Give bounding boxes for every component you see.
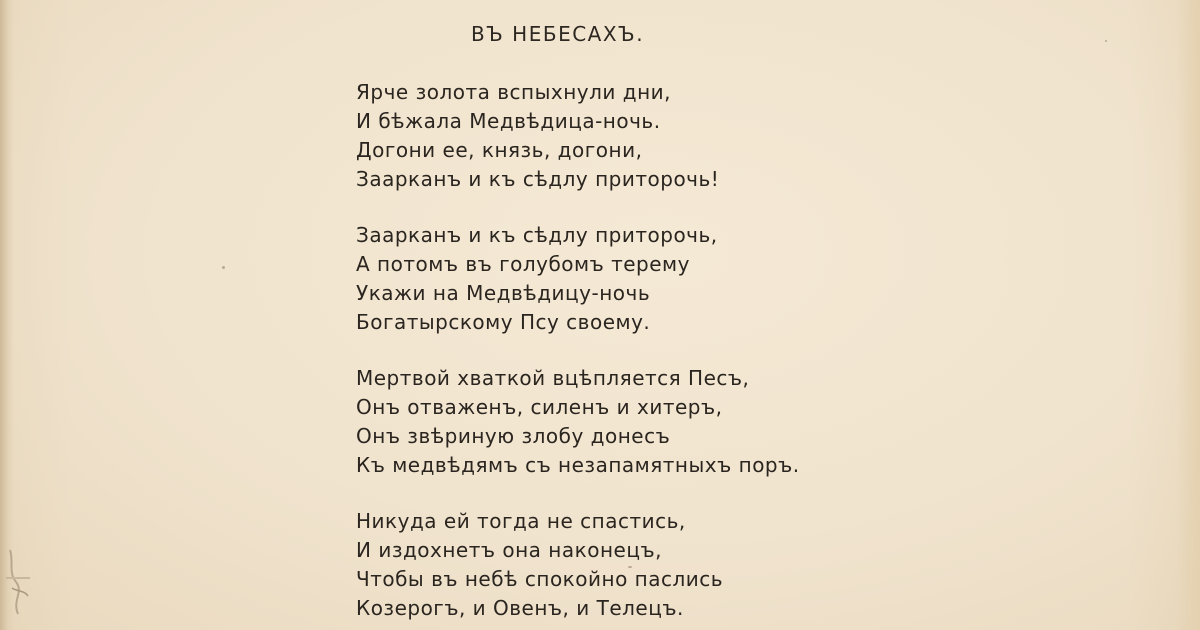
poem-line: Заарканъ и къ сѣдлу приторочь! (356, 167, 720, 191)
poem-line: Ярче золота вспыхнули дни, (356, 80, 672, 104)
poem-line: Догони ее, князь, догони, (356, 138, 643, 162)
poem-line: А потомъ въ голубомъ терему (356, 252, 690, 276)
poem-line: Никуда ей тогда не спастись, (356, 509, 686, 533)
poem-line: Чтобы въ небѣ спокойно паслись (356, 567, 724, 591)
poem-line: И издохнетъ она наконецъ, (356, 538, 662, 562)
page-edge-shadow (1176, 0, 1200, 630)
poem-line: Мертвой хваткой вцѣпляется Песъ, (356, 366, 750, 390)
poem-line: Онъ звѣриную злобу донесъ (356, 424, 671, 448)
poem-line: Богатырскому Псу своему. (356, 310, 651, 334)
poem-line: Онъ отваженъ, силенъ и хитеръ, (356, 395, 723, 419)
stanza (356, 507, 876, 623)
poem-title: ВЪ НЕБЕСАХЪ. (470, 22, 645, 46)
poem-line: Укажи на Медвѣдицу-ночь (356, 281, 651, 305)
poem-line: Заарканъ и къ сѣдлу приторочь, (356, 223, 718, 247)
binding-thread-icon (4, 548, 34, 618)
poem-line: И бѣжала Медвѣдица-ночь. (356, 109, 661, 133)
poem-line: Козерогъ, и Овенъ, и Телецъ. (356, 596, 684, 620)
stanza (356, 221, 876, 337)
stanza (356, 364, 876, 480)
stanza (356, 78, 876, 194)
poem-body (356, 78, 876, 630)
binding-edge (0, 0, 14, 630)
poem-line: Къ медвѣдямъ съ незапамятныхъ поръ. (356, 453, 800, 477)
paper-speck (222, 266, 225, 269)
